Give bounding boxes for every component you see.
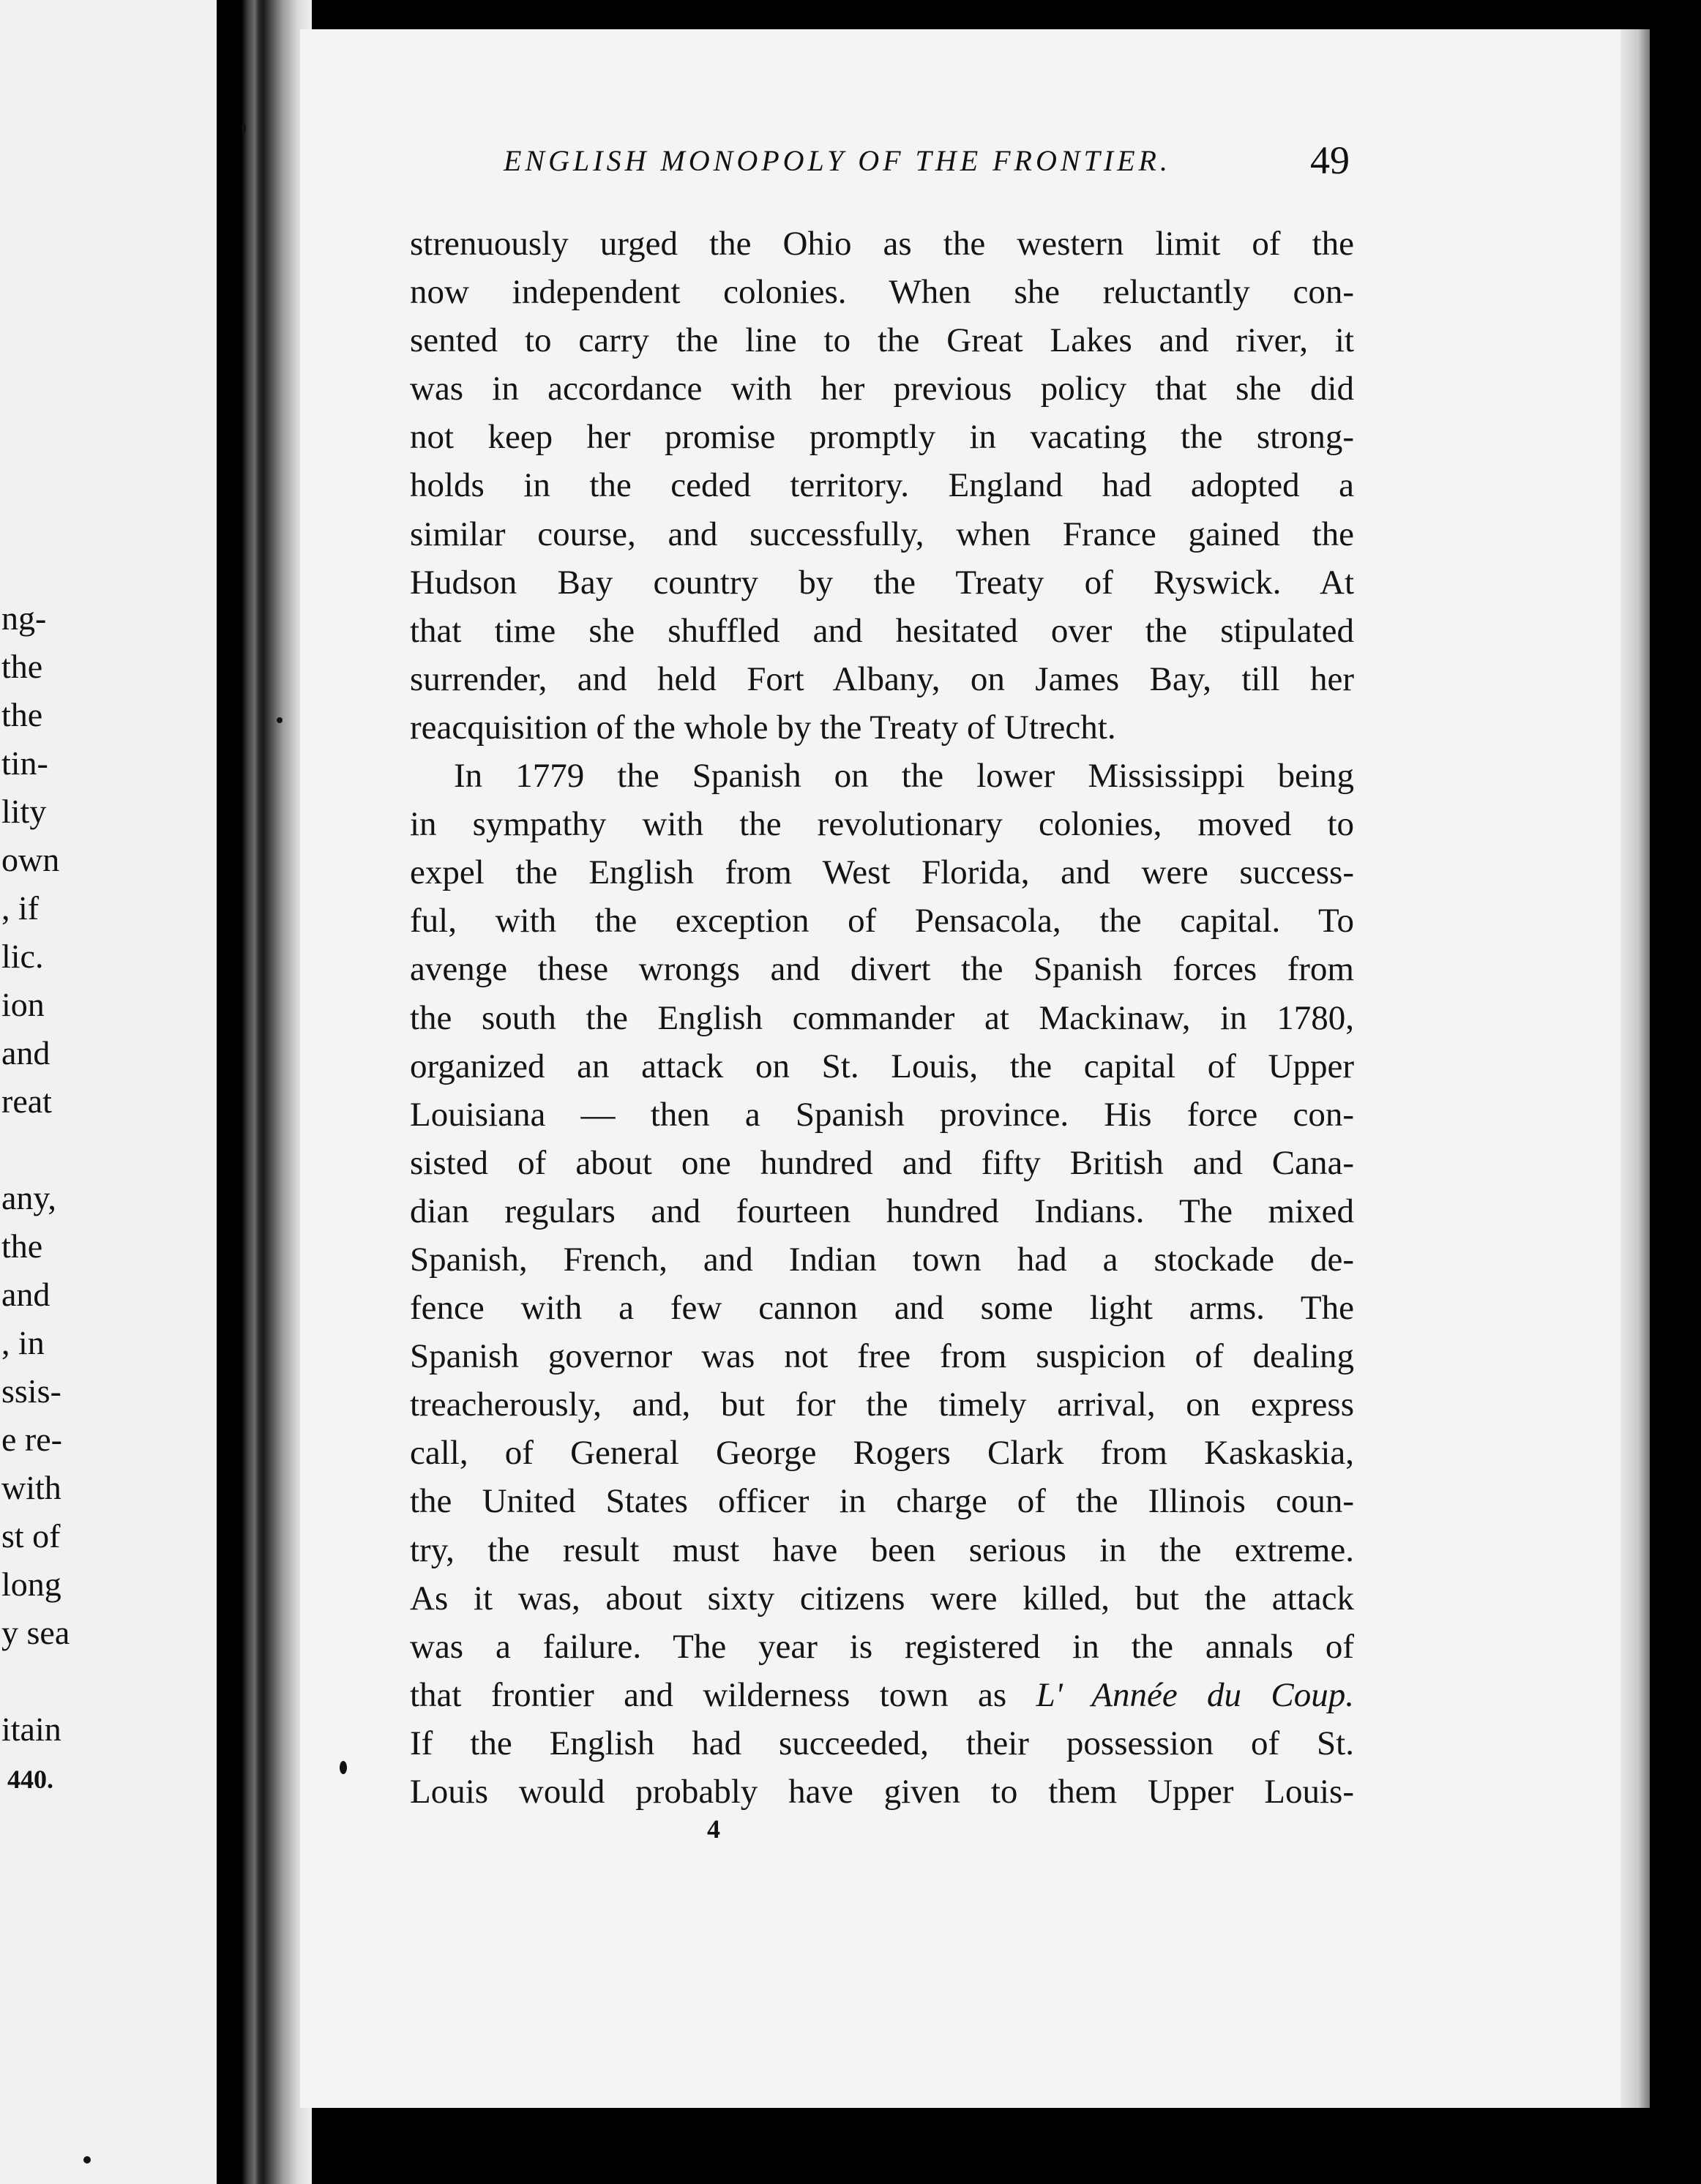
text-line: the United States officer in charge of the Illinois coun- <box>410 1482 1354 1521</box>
previous-page <box>0 0 217 2184</box>
previous-page-fragment: ion <box>1 986 45 1023</box>
text-line: the south the English commander at Mackinaw, in 1780, <box>410 998 1354 1037</box>
previous-page-fragment: itain <box>1 1710 61 1748</box>
previous-page-fragment: reat <box>1 1082 52 1120</box>
text-line: ful, with the exception of Pensacola, the capital. To <box>410 902 1354 940</box>
text-line: Hudson Bay country by the Treaty of Ryswick. At <box>410 563 1354 602</box>
text-line: treacherously, and, but for the timely arrival, on express <box>410 1385 1354 1424</box>
previous-page-fragment: lity <box>1 793 47 830</box>
italic-phrase: L' Année du Coup. <box>1036 1675 1354 1714</box>
previous-page-fragment: with <box>1 1469 61 1506</box>
text-line: In 1779 the Spanish on the lower Mississippi being <box>454 757 1354 796</box>
scan-speck <box>340 1761 347 1774</box>
previous-page-fragment: e re- <box>1 1421 62 1458</box>
page-number: 49 <box>1310 138 1350 182</box>
body-text <box>410 220 1354 1816</box>
text-line: Spanish governor was not free from suspicion of dealing <box>410 1337 1354 1376</box>
previous-page-fragment: st of <box>1 1517 61 1555</box>
previous-page-fragment: any, <box>1 1179 56 1216</box>
previous-page-fragment: own <box>1 841 60 878</box>
text-line: avenge these wrongs and divert the Spanish forces from <box>410 950 1354 989</box>
running-head <box>0 138 1701 187</box>
text-line: similar course, and successfully, when France gained the <box>410 515 1354 553</box>
text-line: Louisiana — then a Spanish province. His force con- <box>410 1095 1354 1134</box>
running-title: ENGLISH MONOPOLY OF THE FRONTIER. <box>504 144 1171 177</box>
text-line: Louis would probably have given to them Upper Louis- <box>410 1773 1354 1811</box>
text-line: Spanish, French, and Indian town had a stockade de- <box>410 1240 1354 1279</box>
text-line: now independent colonies. When she reluctantly con- <box>410 273 1354 312</box>
text-line: sented to carry the line to the Great Lakes and river, it <box>410 321 1354 360</box>
previous-page-fragment: , if <box>1 889 40 927</box>
previous-page-fragment: y sea <box>1 1614 70 1651</box>
page-edge <box>1620 29 1650 2108</box>
previous-page-fragment: and <box>1 1034 51 1072</box>
text-line-prefix: that frontier and wilderness town as <box>410 1675 1036 1714</box>
text-line: As it was, about sixty citizens were killed, but the attack <box>410 1579 1354 1618</box>
text-line: try, the result must have been serious in the extreme. <box>410 1530 1354 1569</box>
previous-page-fragment: tin- <box>1 744 48 782</box>
previous-page-fragment: and <box>1 1276 51 1313</box>
text-line: expel the English from West Florida, and were success- <box>410 853 1354 892</box>
paragraph-2 <box>410 752 1354 1816</box>
scan-speck <box>277 717 283 723</box>
text-line: dian regulars and fourteen hundred Indians. The mixed <box>410 1192 1354 1230</box>
binding-gutter <box>217 0 312 2184</box>
text-line: sisted of about one hundred and fifty British and Cana- <box>410 1143 1354 1182</box>
text-line: strenuously urged the Ohio as the western limit of the <box>410 225 1354 263</box>
text-line: not keep her promise promptly in vacating the strong- <box>410 418 1354 457</box>
scan-speck <box>242 123 246 133</box>
previous-page-fragment: the <box>1 696 43 733</box>
previous-page-fragment: the <box>1 1227 43 1265</box>
text-line: was in accordance with her previous policy that she did <box>410 370 1354 408</box>
previous-page-fragment: lic. <box>1 938 44 975</box>
text-line: holds in the ceded territory. England had adopted a <box>410 466 1354 505</box>
paragraph-1 <box>410 220 1354 752</box>
previous-page-fragment: ng- <box>1 599 47 637</box>
previous-page-fragment: long <box>1 1566 61 1603</box>
previous-page-fragment: the <box>1 648 43 685</box>
text-line: fence with a few cannon and some light arms. The <box>410 1289 1354 1328</box>
signature-mark: 4 <box>707 1814 720 1844</box>
scan-speck <box>83 2156 91 2164</box>
previous-page-text-fragments <box>0 0 217 2184</box>
text-line: in sympathy with the revolutionary colonies, moved to <box>410 805 1354 844</box>
text-line: surrender, and held Fort Albany, on James Bay, till her <box>410 659 1354 698</box>
text-line: call, of General George Rogers Clark from Kaskaskia, <box>410 1434 1354 1473</box>
previous-page-fragment: ssis- <box>1 1372 61 1410</box>
text-line: organized an attack on St. Louis, the capital of Upper <box>410 1047 1354 1085</box>
text-line: that time she shuffled and hesitated over the stipulated <box>410 611 1354 650</box>
previous-page-fragment: 440. <box>7 1765 53 1794</box>
text-line-with-italic <box>410 1671 1354 1719</box>
text-line: If the English had succeeded, their possession of St. <box>410 1724 1354 1762</box>
text-line: was a failure. The year is registered in the annals of <box>410 1627 1354 1666</box>
text-line: reacquisition of the whole by the Treaty of Utrecht. <box>410 708 1116 747</box>
previous-page-fragment: , in <box>1 1324 45 1361</box>
